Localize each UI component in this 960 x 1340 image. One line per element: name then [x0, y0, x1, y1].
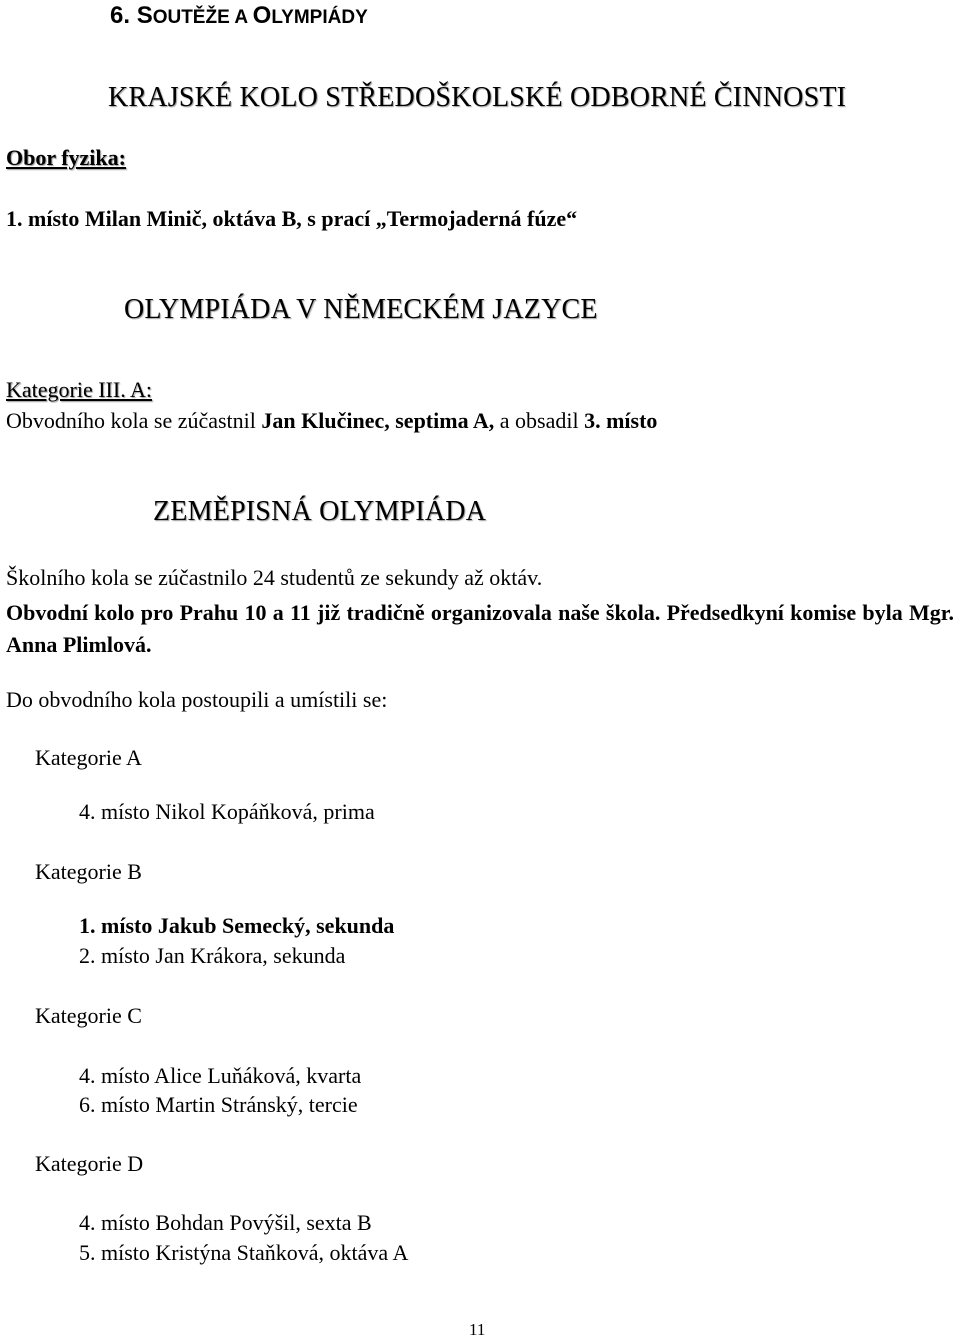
soc-field-label: Obor fyzika:: [6, 145, 126, 170]
heading-cap-s: S: [136, 2, 153, 29]
category-b-result: 1. místo Jakub Semecký, sekunda: [79, 913, 395, 938]
category-c-result: 6. místo Martin Stránský, tercie: [79, 1092, 358, 1117]
heading-rest-s: OUTĚŽE A: [152, 7, 253, 28]
german-text-pre: Obvodního kola se zúčastnil: [6, 408, 262, 433]
category-b-label: Kategorie B: [35, 859, 142, 884]
category-c-label: Kategorie C: [35, 1003, 142, 1028]
heading-rest-o: LYMPIÁDY: [271, 7, 368, 28]
page-number: 11: [469, 1320, 486, 1339]
german-olympiad-title: OLYMPIÁDA V NĚMECKÉM JAZYCE: [124, 294, 598, 325]
category-d-label: Kategorie D: [35, 1151, 144, 1176]
german-category-label: Kategorie III. A:: [6, 377, 152, 402]
section-number: 6.: [110, 2, 137, 29]
german-place: 3. místo: [584, 408, 658, 433]
geo-advanced-intro: Do obvodního kola postoupili a umístili se:: [6, 687, 388, 712]
german-participant: Jan Klučinec, septima A,: [261, 408, 495, 433]
heading-cap-o: O: [252, 2, 272, 29]
soc-title: KRAJSKÉ KOLO STŘEDOŠKOLSKÉ ODBORNÉ ČINNOSTI: [108, 82, 847, 113]
category-a-label: Kategorie A: [35, 745, 142, 770]
soc-result: 1. místo Milan Minič, oktáva B, s prací „Termojaderná fúze“: [6, 206, 578, 231]
category-d-result: 4. místo Bohdan Povýšil, sexta B: [79, 1210, 372, 1235]
geo-olympiad-title: ZEMĚPISNÁ OLYMPIÁDA: [153, 496, 487, 527]
german-result: [6, 408, 657, 434]
category-d-result: 5. místo Kristýna Staňková, oktáva A: [79, 1240, 409, 1265]
category-a-result: 4. místo Nikol Kopáňková, prima: [79, 799, 375, 824]
category-b-result: 2. místo Jan Krákora, sekunda: [79, 943, 346, 968]
section-heading: [110, 2, 368, 30]
german-text-mid: a obsadil: [494, 408, 585, 433]
geo-school-round: Školního kola se zúčastnilo 24 studentů ze sekundy až oktáv.: [6, 565, 543, 590]
category-c-result: 4. místo Alice Luňáková, kvarta: [79, 1063, 362, 1088]
geo-district-round: Obvodní kolo pro Prahu 10 a 11 již tradičně organizovala naše škola. Předsedkyní komise byla Mgr. Anna Plimlová.: [6, 600, 954, 657]
